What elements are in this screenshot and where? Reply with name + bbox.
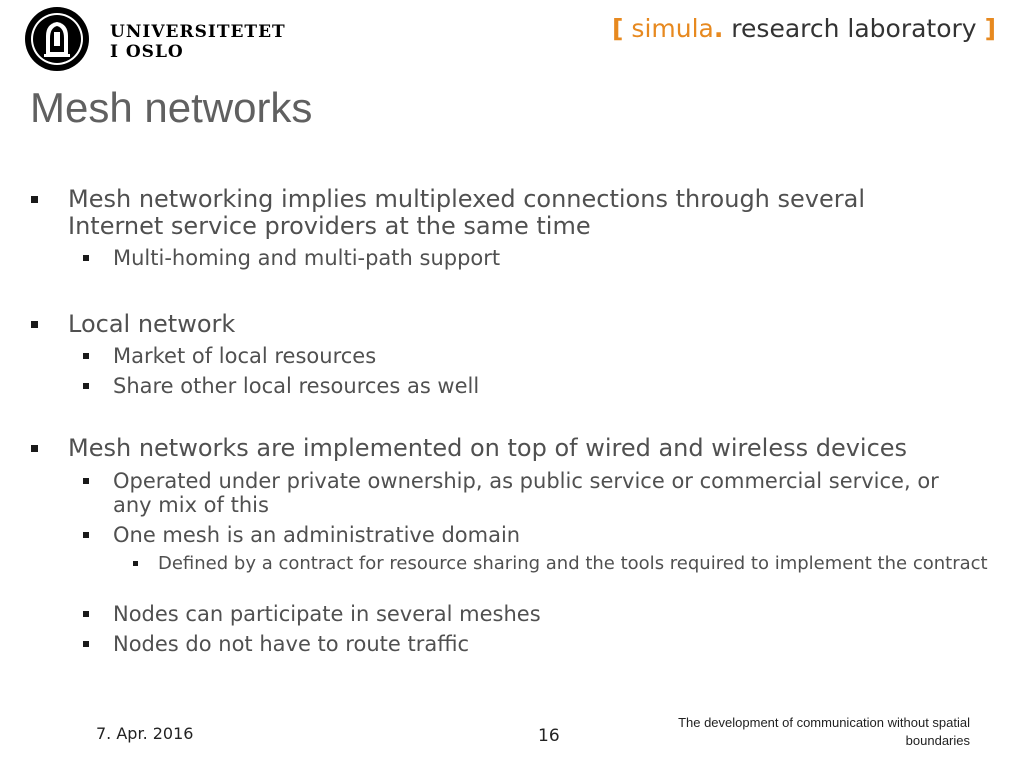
square-bullet-icon [83, 353, 89, 359]
bullet-item [113, 523, 973, 547]
bullet-text: Nodes can participate in several meshes [113, 602, 541, 626]
bullet-text: Mesh networking implies multiplexed connections through several Internet service providers at the same time [68, 185, 865, 240]
bullet-item [113, 246, 973, 270]
university-seal-icon [24, 6, 90, 72]
simula-dot: . [713, 14, 724, 43]
square-bullet-icon [83, 611, 89, 617]
bullet-text: Share other local resources as well [113, 374, 480, 398]
square-bullet-icon [83, 478, 89, 484]
simula-name: simula [631, 14, 714, 43]
bullet-text: One mesh is an administrative domain [113, 523, 521, 547]
footer-date: 7. Apr. 2016 [96, 724, 194, 743]
slide-title: Mesh networks [30, 84, 313, 131]
footer-caption: The development of communication without spatial boundaries [678, 715, 970, 748]
university-name-line1: UNIVERSITETET [110, 22, 286, 42]
bullet-item [113, 602, 973, 626]
simula-tagline: research laboratory [723, 14, 985, 43]
simula-bracket-open: [ [612, 14, 624, 43]
university-name [110, 22, 286, 62]
simula-logo [612, 14, 996, 43]
bullet-item [68, 311, 928, 338]
bullet-item [68, 186, 928, 240]
bullet-item [158, 553, 998, 574]
square-bullet-icon [31, 321, 38, 328]
square-bullet-icon [31, 445, 38, 452]
bullet-item [68, 435, 968, 462]
square-bullet-icon [31, 196, 38, 203]
bullet-text: Market of local resources [113, 344, 377, 368]
simula-bracket-close: ] [984, 14, 996, 43]
university-logo [24, 6, 90, 72]
bullet-item [113, 632, 973, 656]
square-bullet-icon [83, 532, 89, 538]
square-bullet-icon [83, 255, 89, 261]
bullet-item [113, 344, 973, 368]
university-name-line2: I OSLO [110, 42, 184, 62]
square-bullet-icon [83, 641, 89, 647]
bullet-text: Nodes do not have to route traffic [113, 632, 470, 656]
square-bullet-icon [83, 383, 89, 389]
bullet-item [113, 469, 973, 517]
square-bullet-icon [133, 561, 138, 566]
page-number: 16 [538, 726, 560, 746]
bullet-text: Multi-homing and multi-path support [113, 246, 501, 270]
bullet-text: Operated under private ownership, as public service or commercial service, or any mix of this [113, 469, 939, 517]
bullet-item [113, 374, 973, 398]
bullet-text: Mesh networks are implemented on top of wired and wireless devices [68, 434, 908, 462]
bullet-text: Local network [68, 310, 236, 338]
bullet-text: Defined by a contract for resource sharing and the tools required to implement the contract [158, 553, 988, 574]
